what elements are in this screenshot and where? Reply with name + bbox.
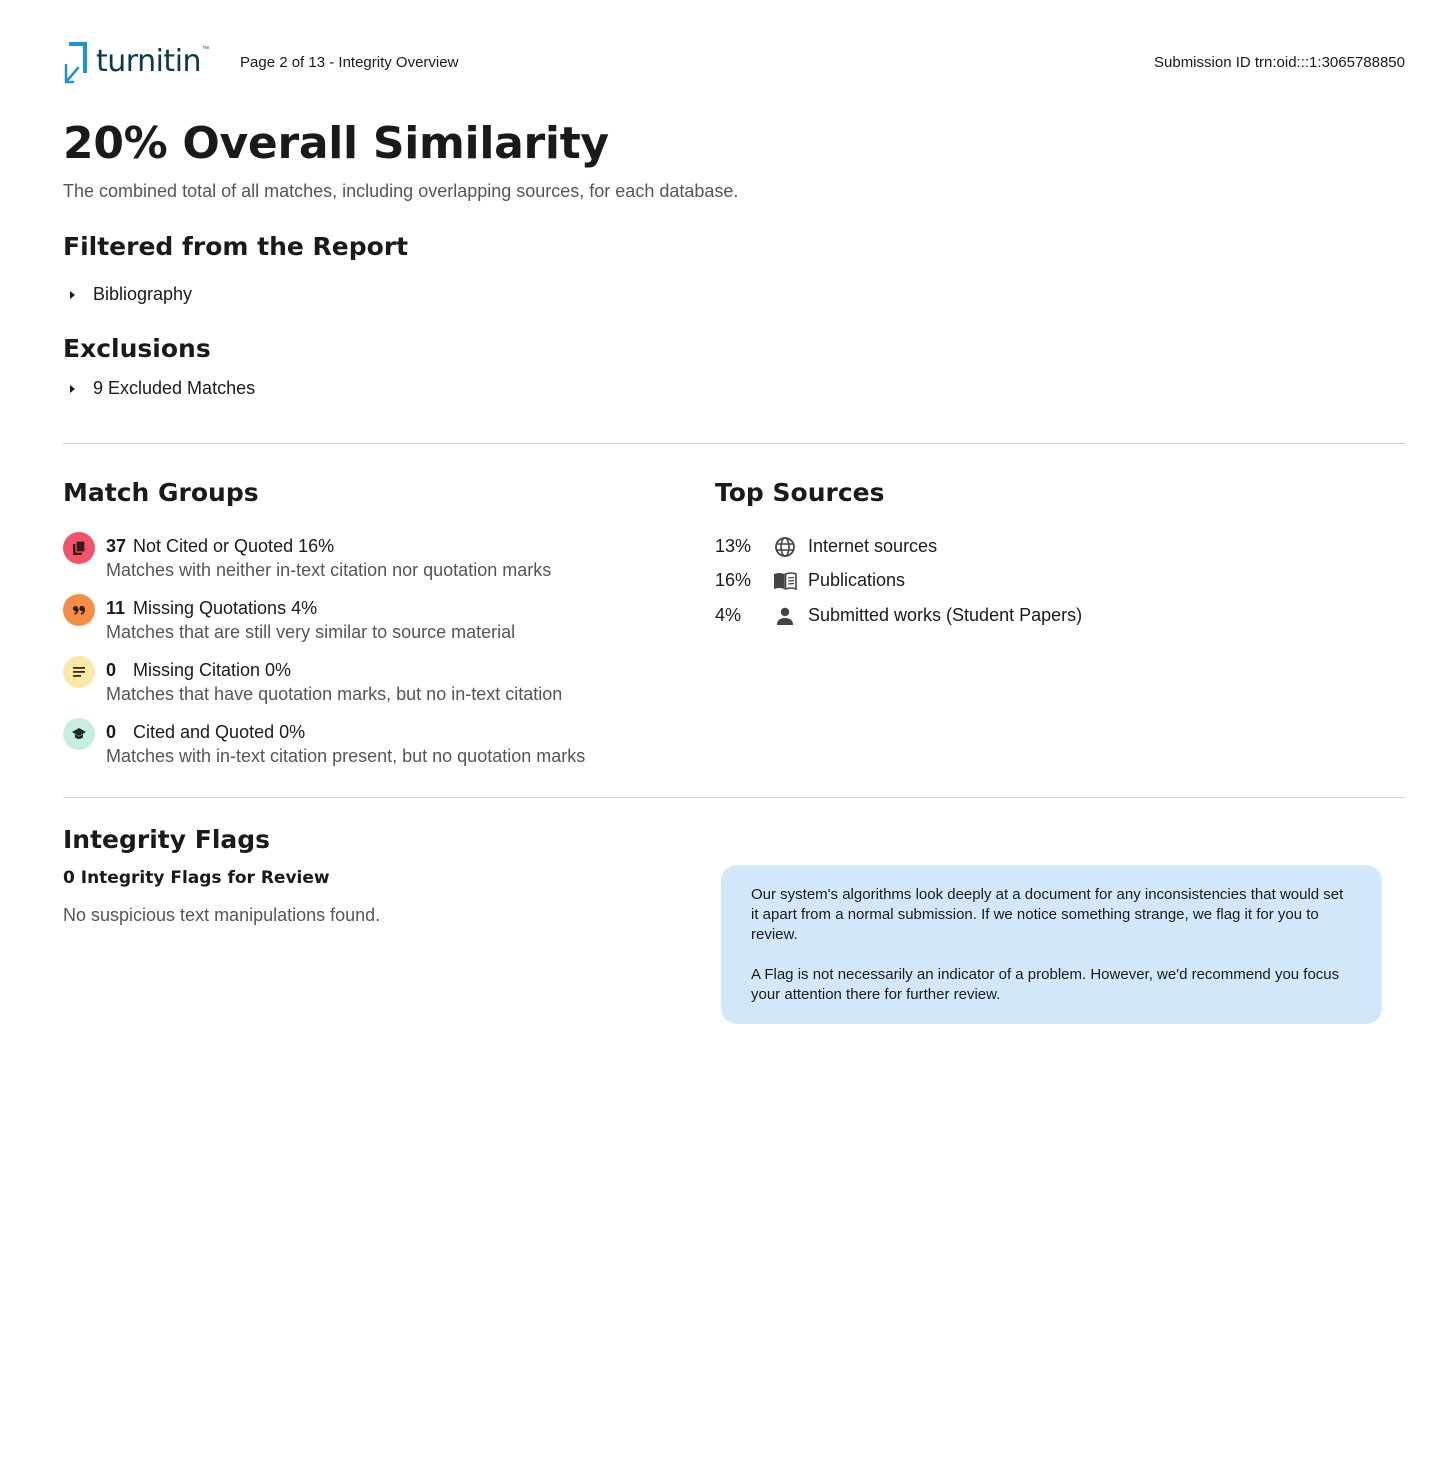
integrity-flags-status: No suspicious text manipulations found.: [63, 905, 381, 925]
top-source-percent: 16%: [715, 570, 752, 590]
top-source-publications[interactable]: [715, 568, 1315, 594]
top-source-label: Publications: [808, 570, 906, 590]
match-group-not-cited[interactable]: [63, 532, 683, 588]
page-title: 20% Overall Similarity: [63, 118, 609, 169]
filtered-heading: Filtered from the Report: [63, 232, 409, 261]
integrity-info-box: [721, 865, 1382, 1024]
logo-trademark: ™: [202, 46, 210, 53]
match-group-label: Not Cited or Quoted 16%: [133, 536, 335, 556]
lines-icon: [63, 656, 95, 688]
match-group-label: Missing Citation 0%: [133, 660, 292, 680]
filtered-item-label: Bibliography: [93, 284, 193, 304]
top-source-label: Internet sources: [808, 536, 938, 556]
match-group-description: Matches with neither in-text citation nor quotation marks: [106, 560, 552, 580]
caret-right-icon: [70, 291, 75, 299]
page-subtitle: The combined total of all matches, including overlapping sources, for each database.: [63, 181, 739, 201]
page-info: Page 2 of 13 - Integrity Overview: [240, 54, 459, 71]
quote-icon: [63, 594, 95, 626]
match-group-title: [106, 536, 334, 557]
submission-id: Submission ID trn:oid:::1:3065788850: [1154, 54, 1405, 71]
match-group-missing-citation[interactable]: [63, 656, 683, 712]
match-group-missing-quotations[interactable]: [63, 594, 683, 650]
person-icon: [772, 603, 798, 629]
top-source-internet[interactable]: [715, 534, 1315, 560]
filtered-item-bibliography[interactable]: [63, 284, 192, 305]
top-source-submitted-works[interactable]: [715, 603, 1315, 629]
page-header: [63, 40, 1405, 88]
match-group-title: [106, 660, 291, 681]
caret-right-icon: [70, 385, 75, 393]
exclusions-heading: Exclusions: [63, 334, 211, 363]
exclusions-item-label: 9 Excluded Matches: [93, 378, 256, 398]
match-group-description: Matches that are still very similar to source material: [106, 622, 516, 642]
match-group-count: 0: [106, 660, 117, 680]
match-group-cited-quoted[interactable]: [63, 718, 683, 774]
top-source-label: Submitted works (Student Papers): [808, 605, 1083, 625]
turnitin-logo-icon: [63, 41, 89, 85]
info-paragraph: A Flag is not necessarily an indicator of a problem. However, we'd recommend you focus your attention there for further review.: [751, 966, 1340, 1003]
logo-text: turnitin: [96, 43, 202, 79]
divider: [63, 797, 1405, 798]
match-group-count: 37: [106, 536, 127, 556]
pages-icon: [63, 532, 95, 564]
graduation-cap-icon: [63, 718, 95, 750]
globe-icon: [772, 534, 798, 560]
match-group-description: Matches that have quotation marks, but no in-text citation: [106, 684, 563, 704]
exclusions-item[interactable]: [63, 378, 255, 399]
info-paragraph: Our system's algorithms look deeply at a document for any inconsistencies that would set it apart from a normal submission. If we notice something strange, we flag it for you to review.: [751, 886, 1344, 943]
integrity-flags-count: 0 Integrity Flags for Review: [63, 868, 330, 888]
top-sources-heading: Top Sources: [715, 478, 885, 507]
match-group-label: Missing Quotations 4%: [133, 598, 318, 618]
match-group-title: [106, 722, 305, 743]
integrity-flags-heading: Integrity Flags: [63, 825, 271, 854]
top-source-percent: 13%: [715, 536, 752, 556]
match-group-label: Cited and Quoted 0%: [133, 722, 306, 742]
top-source-percent: 4%: [715, 605, 742, 625]
match-group-description: Matches with in-text citation present, but no quotation marks: [106, 746, 586, 766]
match-groups-heading: Match Groups: [63, 478, 259, 507]
match-group-count: 11: [106, 598, 126, 618]
match-group-title: [106, 598, 317, 619]
turnitin-logo: [63, 40, 210, 86]
match-group-count: 0: [106, 722, 117, 742]
divider: [63, 443, 1405, 444]
book-icon: [772, 568, 798, 594]
